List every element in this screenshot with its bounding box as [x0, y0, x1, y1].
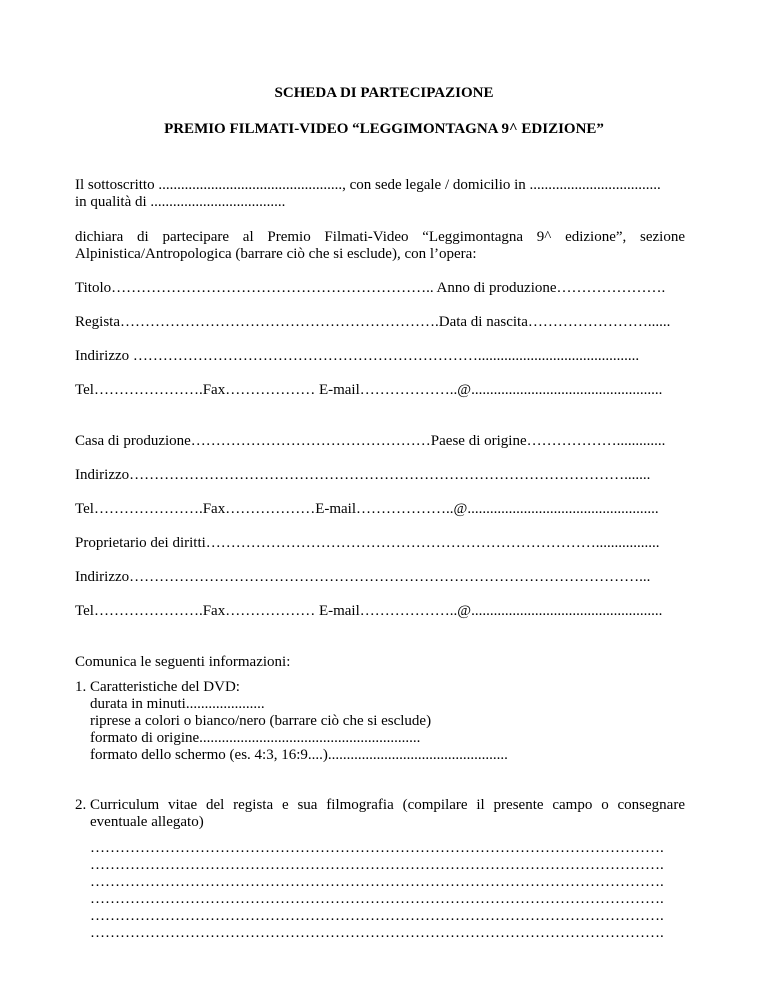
dotted-line: …………………………………………………………………………………………………….	[90, 840, 664, 856]
dotted-line: …………………………………………………………………………………………………….	[90, 908, 664, 924]
item1-durata: durata in minuti.....................	[90, 696, 265, 712]
field-indirizzo-casa: Indirizzo……………………………………………………………………………………….......	[75, 467, 651, 483]
declaration-line-2: Alpinistica/Antropologica (barrare ciò che si esclude), con l’opera:	[75, 246, 477, 262]
field-indirizzo-regista: Indirizzo ……………………………………………………………...........................................	[75, 348, 640, 364]
item-number: 1.	[75, 679, 87, 695]
item1-riprese: riprese a colori o bianco/nero (barrare ciò che si esclude)	[90, 713, 432, 729]
item-title: Caratteristiche del DVD:	[90, 679, 240, 695]
info-heading: Comunica le seguenti informazioni:	[75, 654, 291, 670]
form-subtitle: PREMIO FILMATI-VIDEO “LEGGIMONTAGNA 9^ EDIZIONE”	[164, 121, 604, 137]
item-number: 2.	[75, 797, 87, 813]
field-indirizzo-proprietario: Indirizzo…………………………………………………………………………………………...	[75, 569, 651, 585]
info-item-1	[75, 679, 685, 696]
item1-formato: formato di origine...........................................................	[90, 730, 421, 746]
intro-line-qualita: in qualità di ....................................	[75, 194, 286, 210]
field-regista: Regista……………………………………………………….Data di nascita……………………......	[75, 314, 671, 330]
form-title: SCHEDA DI PARTECIPAZIONE	[274, 85, 494, 101]
field-titolo: Titolo……………………………………………………….. Anno di produzione………………….	[75, 280, 666, 296]
item1-schermo: formato dello schermo (es. 4:3, 16:9....)................................................	[90, 747, 508, 763]
item2-text-line-2: eventuale allegato)	[90, 814, 204, 830]
field-tel-regista: Tel………………….Fax……………… E-mail………………..@...................................................	[75, 382, 663, 398]
field-proprietario: Proprietario dei diritti…………………………………………………………………….................	[75, 535, 660, 551]
dotted-line: …………………………………………………………………………………………………….	[90, 874, 664, 890]
dotted-line: …………………………………………………………………………………………………….	[90, 857, 664, 873]
declaration-line-1: dichiara di partecipare al Premio Filmati-Video “Leggimontagna 9^ edizione”, sezione	[75, 229, 685, 245]
dotted-line: …………………………………………………………………………………………………….	[90, 925, 664, 941]
field-tel-proprietario: Tel………………….Fax……………… E-mail………………..@...................................................	[75, 603, 663, 619]
item2-text-line-1: Curriculum vitae del regista e sua filmografia (compilare il presente campo o consegnare	[90, 797, 685, 813]
field-tel-casa: Tel………………….Fax………………E-mail………………..@...................................................	[75, 501, 659, 517]
intro-line-sottoscritto: Il sottoscritto ................................................., con sede legale / domicilio in ...................................	[75, 177, 661, 193]
dotted-line: …………………………………………………………………………………………………….	[90, 891, 664, 907]
info-item-2	[75, 797, 685, 831]
field-casa-produzione: Casa di produzione…………………………………………Paese di origine……………….............	[75, 433, 666, 449]
